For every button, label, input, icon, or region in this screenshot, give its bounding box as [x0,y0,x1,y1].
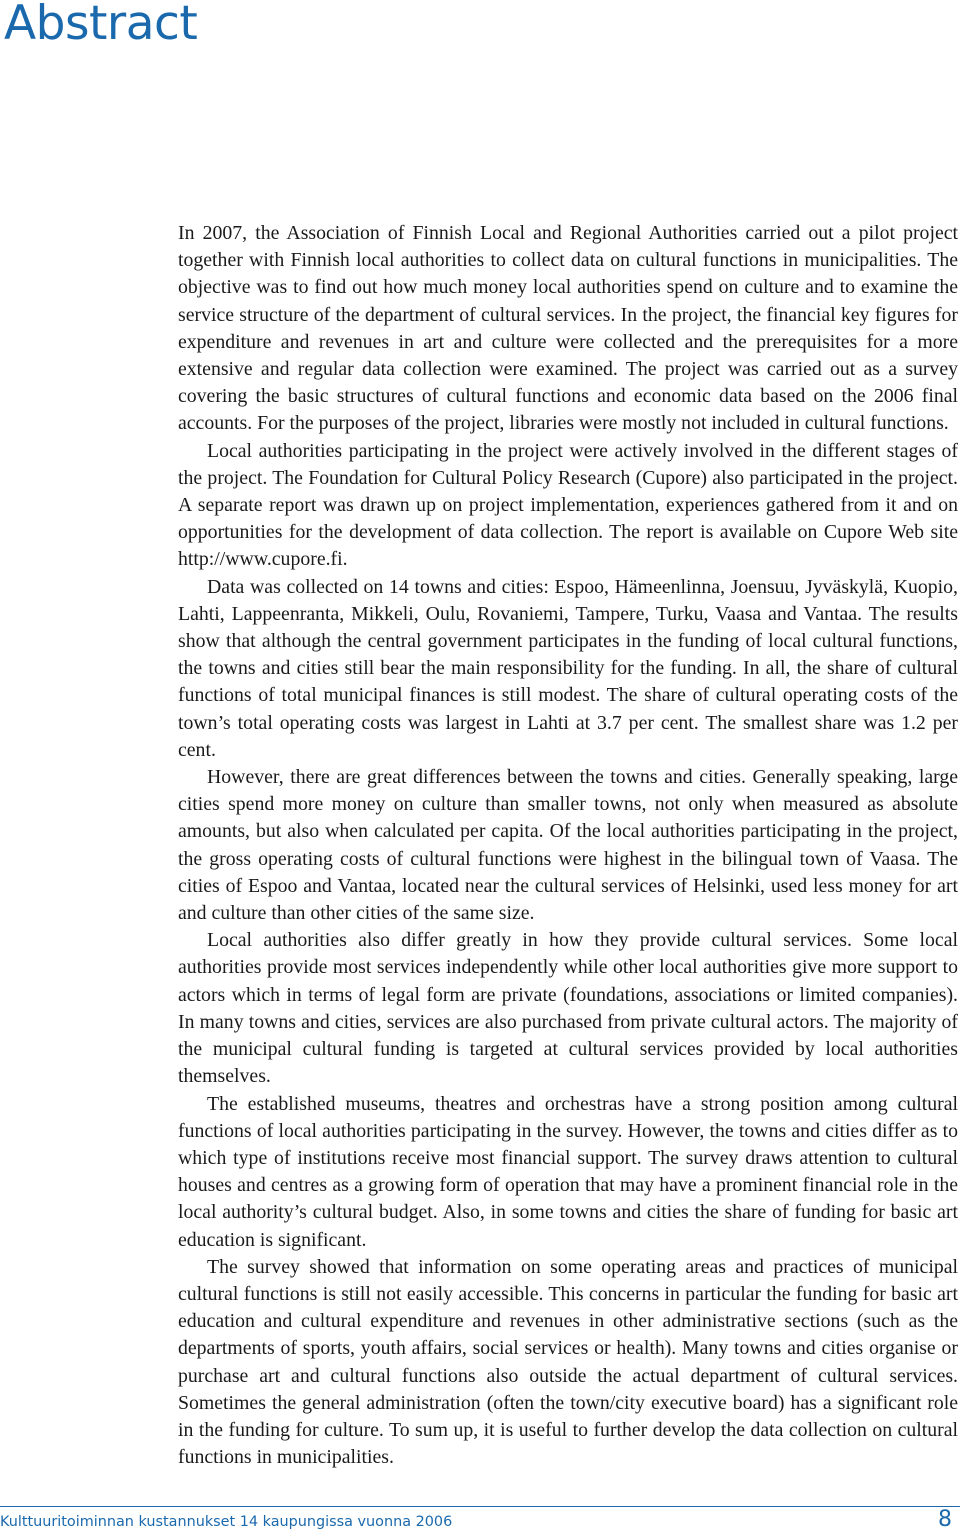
paragraph: In 2007, the Association of Finnish Local and Regional Authorities carried out a pilot project together with Finnish local authorities to collect data on cultural functions in municipalities. The objective was to find out how much money local authorities spend on culture and to examine the service structure of the department of cultural services. In the project, the financial key figures for expenditure and revenues in art and culture were collected and the prerequisites for a more extensive and regular data collection were examined. The project was carried out as a survey covering the basic structures of cultural functions and economic data based on the 2006 final accounts. For the purposes of the project, libraries were mostly not included in cultural functions. [178,222,958,435]
abstract-body [178,220,958,1471]
paragraph: The survey showed that information on some operating areas and practices of municipal cultural functions is still not easily accessible. This concerns in particular the funding for basic art education and cultural expenditure and revenues in other administrative sections (such as the departments of sports, youth affairs, social services or health). Many towns and cities organise or purchase art and cultural functions also outside the actual department of cultural services. Sometimes the general administration (often the town/city executive board) has a significant role in the funding for culture. To sum up, it is useful to further develop the data collection on cultural functions in municipalities. [178,1255,958,1469]
page-title: Abstract [4,0,198,51]
paragraph: However, there are great differences between the towns and cities. Generally speaking, large cities spend more money on culture than smaller towns, not only when measured as absolute amounts, but also when calculated per capita. Of the local authorities participating in the project, the gross operating costs of cultural functions were highest in the bilingual town of Vaasa. The cities of Espoo and Vantaa, located near the cultural services of Helsinki, used less money for art and culture than other cities of the same size. [178,766,958,925]
page-number: 8 [938,1507,952,1532]
paragraph: The established museums, theatres and orchestras have a strong position among cultural functions of local authorities participating in the survey. However, the towns and cities differ as to which type of institutions receive most financial support. The survey draws attention to cultural houses and centres as a growing form of operation that may have a prominent financial role in the local authority’s cultural budget. Also, in some towns and cities the share of funding for basic art education is significant. [178,1092,958,1251]
paragraph: Data was collected on 14 towns and cities: Espoo, Hämeenlinna, Joensuu, Jyväskylä, Kuopio, Lahti, Lappeenranta, Mikkeli, Oulu, Rovaniemi, Tampere, Turku, Vaasa and Vantaa. The results show that although the central government participates in the funding of local cultural functions, the towns and cities still bear the main responsibility for the funding. In all, the share of cultural functions of total municipal finances is still modest. The share of cultural operating costs of the town’s total operating costs was largest in Lahti at 3.7 per cent. The smallest share was 1.2 per cent. [178,575,958,761]
paragraph: Local authorities participating in the project were actively involved in the different stages of the project. The Foundation for Cultural Policy Research (Cupore) also participated in the project. A separate report was drawn up on project implementation, experiences gathered from it and on opportunities for the development of data collection. The report is available on Cupore Web site http://www.cupore.fi. [178,439,958,571]
footer-divider [0,1506,960,1507]
footer-publication-title: Kulttuuritoiminnan kustannukset 14 kaupungissa vuonna 2006 [0,1514,453,1530]
paragraph: Local authorities also differ greatly in how they provide cultural services. Some local authorities provide most services independently while other local authorities give more support to actors which in terms of legal form are private (foundations, associations or limited companies). In many towns and cities, services are also purchased from private cultural actors. The majority of the municipal cultural funding is targeted at cultural services provided by local authorities themselves. [178,929,958,1088]
